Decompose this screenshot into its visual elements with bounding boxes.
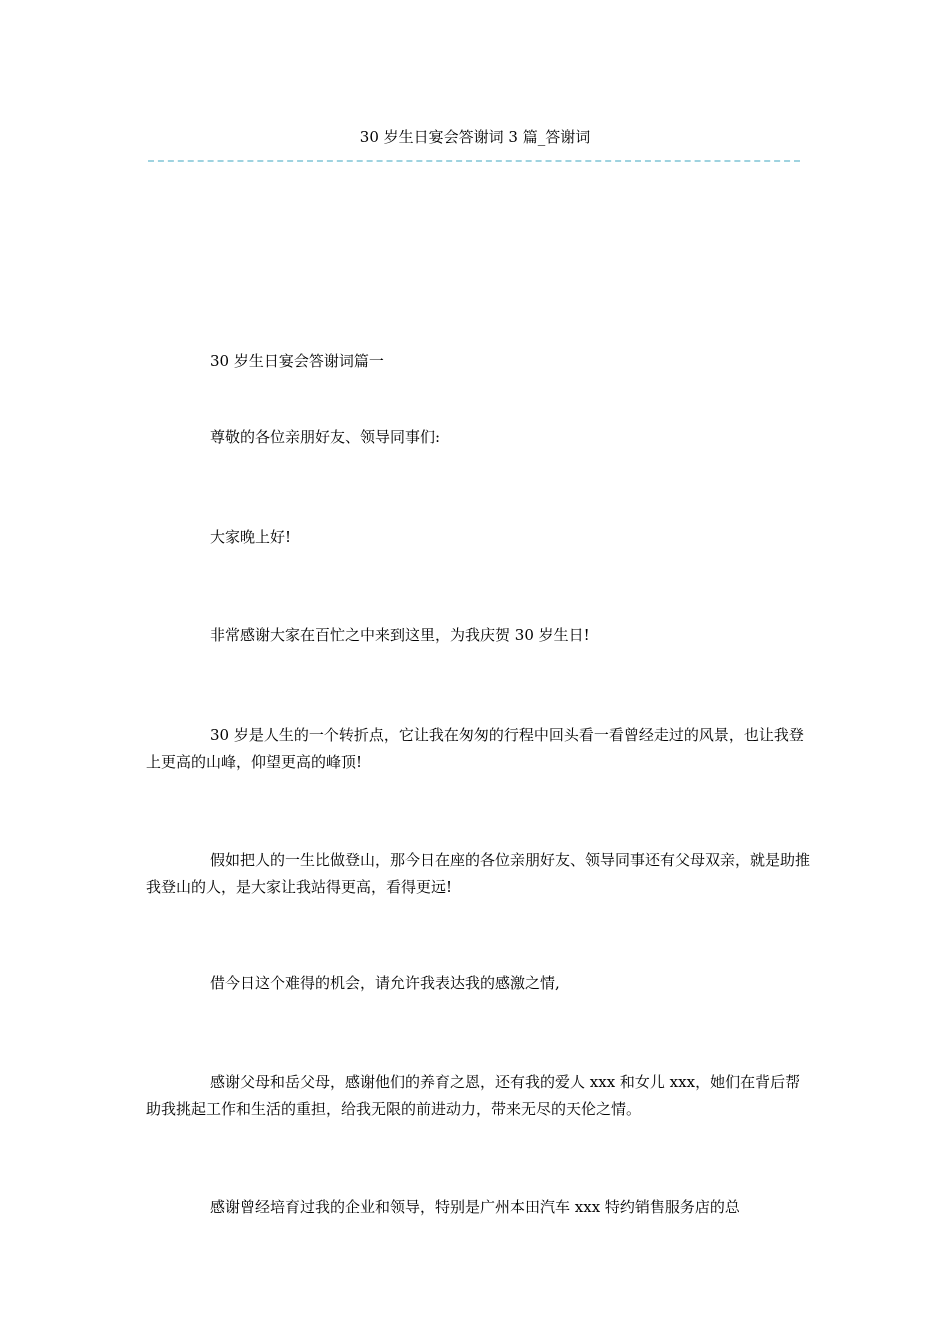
paragraph-thanks: 非常感谢大家在百忙之中来到这里，为我庆贺 30 岁生日! — [210, 626, 590, 644]
paragraph-gratitude-intro: 借今日这个难得的机会，请允许我表达我的感激之情, — [210, 974, 560, 992]
paragraph-good-evening: 大家晚上好! — [210, 528, 292, 546]
document-title: 30 岁生日宴会答谢词 3 篇_答谢词 — [359, 128, 591, 146]
title-divider — [148, 160, 800, 162]
paragraph-family: 感谢父母和岳父母，感谢他们的养育之恩，还有我的爱人 xxx 和女儿 xxx，她们在背后帮助我挑起工作和生活的重担，给我无限的前进动力，带来无尽的天伦之情。 — [146, 1073, 801, 1118]
paragraph-turning-point: 30 岁是人生的一个转折点，它让我在匆匆的行程中回头看一看曾经走过的风景，也让我登上更高的山峰，仰望更高的峰顶! — [146, 726, 804, 771]
paragraph-mountain: 假如把人的一生比做登山，那今日在座的各位亲朋好友、领导同事还有父母双亲，就是助推我登山的人，是大家让我站得更高，看得更远! — [146, 851, 811, 896]
paragraph-company: 感谢曾经培育过我的企业和领导，特别是广州本田汽车 xxx 特约销售服务店的总 — [210, 1198, 740, 1216]
paragraph-greeting: 尊敬的各位亲朋好友、领导同事们: — [210, 428, 441, 446]
section-heading: 30 岁生日宴会答谢词篇一 — [210, 352, 384, 370]
